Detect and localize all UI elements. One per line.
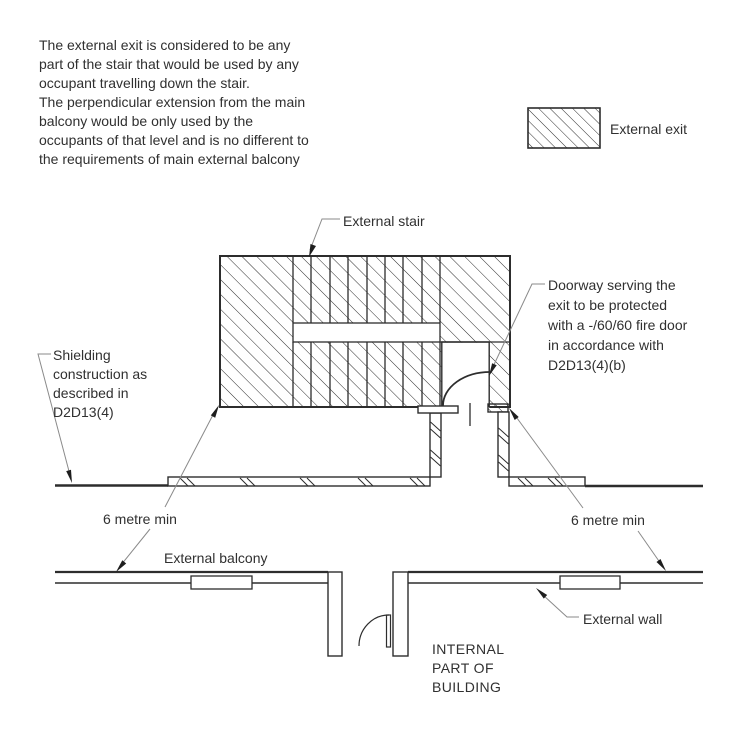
shielding-wall-right xyxy=(509,477,585,486)
legend-label: External exit xyxy=(610,121,688,137)
intro-line: occupants of that level and is no different to xyxy=(39,132,309,148)
shielding-note-line: described in xyxy=(53,385,129,401)
intro-line: the requirements of main external balcony xyxy=(39,151,300,167)
external-balcony-label: External balcony xyxy=(164,550,268,566)
doorway-note-line: Doorway serving the xyxy=(548,277,676,293)
recess-jamb-right xyxy=(393,572,408,656)
shielding-note-line: Shielding xyxy=(53,347,111,363)
balcony-window-right xyxy=(560,576,620,589)
external-wall-label: External wall xyxy=(583,611,663,627)
doorway-note-line: exit to be protected xyxy=(548,297,668,313)
intro-line: balcony would be only used by the xyxy=(39,113,254,129)
internal-note xyxy=(432,641,504,695)
internal-note-line: INTERNAL xyxy=(432,641,505,657)
doorway-note-line: with a -/60/60 fire door xyxy=(548,317,688,333)
recess-jamb-left xyxy=(328,572,342,656)
balcony-door-leaf xyxy=(387,615,391,647)
external-stair-label: External stair xyxy=(343,213,425,229)
dimension-6m-right: 6 metre min xyxy=(571,512,645,528)
intro-line: occupant travelling down the stair. xyxy=(39,75,250,91)
intro-line: part of the stair that would be used by any xyxy=(39,56,299,72)
intro-line: The perpendicular extension from the main xyxy=(39,94,306,110)
shielding-note-line: construction as xyxy=(53,366,148,382)
lobby-wall-left-cap xyxy=(418,406,458,413)
shielding-wall-left xyxy=(168,477,430,486)
lobby-wall-right-cap xyxy=(488,404,508,412)
intro-note xyxy=(39,37,309,167)
dimension-6m-left: 6 metre min xyxy=(103,511,177,527)
stair-plan xyxy=(220,256,510,426)
internal-note-line: BUILDING xyxy=(432,679,502,695)
lobby-wall-right xyxy=(498,412,509,477)
intro-line: The external exit is considered to be any xyxy=(39,37,291,53)
balcony-window-left xyxy=(191,576,252,589)
internal-note-line: PART OF xyxy=(432,660,494,676)
doorway-note-line: in accordance with xyxy=(548,337,664,353)
shielding-note-line: D2D13(4) xyxy=(53,404,114,420)
legend-hatch-swatch xyxy=(528,108,600,148)
doorway-note-line: D2D13(4)(b) xyxy=(548,357,626,373)
stair-mid-gap xyxy=(293,323,440,342)
